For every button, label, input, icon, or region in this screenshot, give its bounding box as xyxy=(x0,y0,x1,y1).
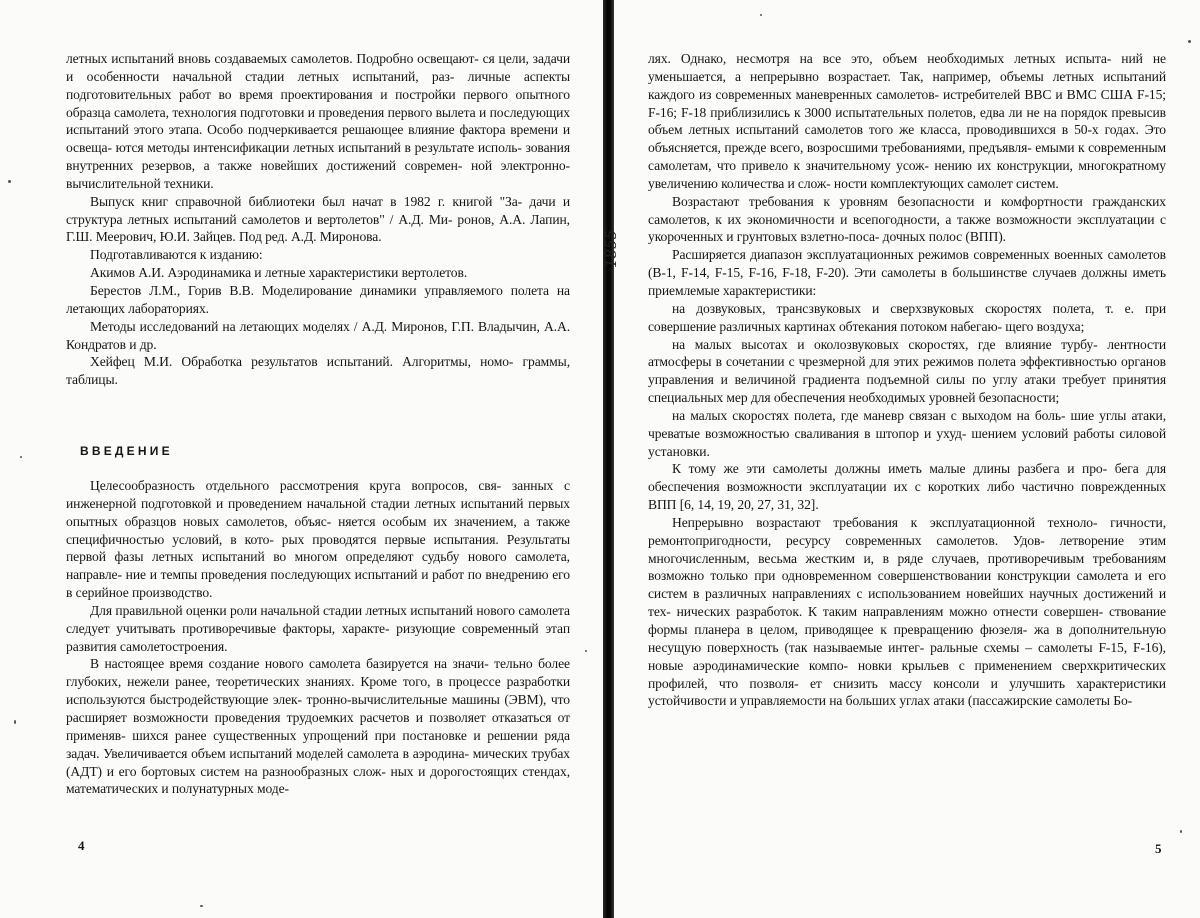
page-number-right: 5 xyxy=(1155,841,1162,856)
left-paragraph: Целесообразность отдельного рассмотрения круга вопросов, свя- занных с инженерной подготовкой и проведением начальной стадии летных испытаний первых опытных образцов новых самолетов, объяс- няется особым их значением, а также специфичностью условий, в кото- рых проводятся первые испытания. Результаты первой фазы летных испытаний во многом определяют судьбу нового самолета, направле- ние и темпы проведения последующих испытаний и работ по внедрению его в серийное производство. xyxy=(66,478,570,601)
right-page xyxy=(614,0,1200,918)
right-paragraph: лях. Однако, несмотря на все это, объем необходимых летных испыта- ний не уменьшается, а непрерывно возрастает. Так, например, объемы летных испытаний каждого из современных маневренных самолетов- истребителей ВВС и ВМС США F-15; F-16; F-18 приблизились к 3000 испытательных полетов, едва ли не на порядок превысив объем летных испытаний самолетов того же класса, проводившихся в 50-х годах. Это объясняется, прежде всего, возросшими требованиями, предъявля- емыми к современным самолетам, что привело к значительному усож- нению их конструкции, многократному увеличению количества и слож- ности комплектующих самолет систем. xyxy=(648,51,1166,191)
scan-speck xyxy=(8,180,11,183)
handwritten-margin-note: 1855 xyxy=(602,229,620,268)
scan-speck xyxy=(14,720,16,724)
scan-speck xyxy=(1180,830,1182,833)
scan-speck xyxy=(1188,40,1191,43)
left-paragraph: летных испытаний вновь создаваемых самолетов. Подробно освещают- ся цели, задачи и особенности начальной стадии летных испытаний, раз- личные аспекты подготовительных работ во время проектирования и постройки первого опытного образца самолета, технология подготовки и проведения первого вылета и последующих испытаний этого этапа. Особо подчеркивается решающее влияние фактора времени и освеща- ются методы интенсификации летных испытаний в результате исполь- зования внутренних резервов, а также новейших достижений современ- ной электронно-вычислительной техники. xyxy=(66,51,570,191)
section-heading: ВВЕДЕНИЕ xyxy=(80,444,173,458)
left-paragraph: Хейфец М.И. Обработка результатов испытаний. Алгоритмы, номо- граммы, таблицы. xyxy=(66,354,570,388)
right-paragraph: Возрастают требования к уровням безопасности и комфортности гражданских самолетов, к их экономичности и всепогодности, а также возможности эксплуатации с укороченных и грунтовых взлетно-поса- дочных полос (ВПП). xyxy=(648,193,1166,245)
scan-speck xyxy=(200,905,203,907)
left-paragraph: Акимов А.И. Аэродинамика и летные характеристики вертолетов. xyxy=(90,265,468,281)
left-paragraph: Выпуск книг справочной библиотеки был начат в 1982 г. книгой "За- дачи и структура летных испытаний самолетов и вертолетов" / А.Д. Ми- ронов, А.А. Лапин, Г.Ш. Меерович, Ю.И. Зайцев. Под ред. А.Д. Миронова. xyxy=(66,193,570,245)
right-paragraph: на малых высотах и околозвуковых скоростях, где влияние турбу- лентности атмосферы в сочетании с чрезмерной для этих режимов полета эффективностью органов управления и величиной градиента подъемной силы по углу атаки требует принятия специальных мер для обеспечения необходимых уровней безопасности; xyxy=(648,336,1166,406)
book-gutter xyxy=(603,0,614,918)
left-paragraph: В настоящее время создание нового самолета базируется на значи- тельно более глубоких, нежели ранее, теоретических знаниях. Кроме того, в процессе разработки используются быстродействующие элек- тронно-вычислительные машины (ЭВМ), что расширяет возможности проведения трудоемких расчетов и позволяет отказаться от применяв- шихся ранее существенных упрощений при постановке и решении ряда задач. Увеличивается объем испытаний моделей самолета в аэродина- мических трубах (АДТ) и его бортовых систем на разнообразных слож- ных и дорогостоящих стендах, математических и полунатурных моде- xyxy=(66,656,570,797)
left-top-text xyxy=(66,50,570,389)
page-number-left: 4 xyxy=(78,838,85,853)
left-paragraph: Подготавливаются к изданию: xyxy=(90,247,263,263)
scan-speck xyxy=(20,456,22,458)
left-paragraph: Берестов Л.М., Горив В.В. Моделирование динамики управляемого полета на летающих лабораториях. xyxy=(66,282,570,316)
right-text xyxy=(648,50,1166,710)
right-paragraph: К тому же эти самолеты должны иметь малые длины разбега и про- бега для обеспечения возможности эксплуатации их с коротких либо частично поврежденных ВПП [6, 14, 19, 20, 27, 31, 32]. xyxy=(648,461,1166,513)
left-paragraph: Методы исследований на летающих моделях / А.Д. Миронов, Г.П. Владычин, А.А. Кондратов и др. xyxy=(66,318,570,352)
left-bottom-text xyxy=(66,477,570,798)
scan-speck xyxy=(760,14,762,16)
right-paragraph: Непрерывно возрастают требования к эксплуатационной техноло- гичности, ремонтопригодности, ресурсу современных самолетов. Удов- летворение этим многочисленным, весьма жестким и, в ряде случаев, противоречивым требованиям возможно только при одновременном совершенствовании конструкции самолета и его систем в различных направлениях с использованием новейших научных достижений и тех- нических разработок. К таким направлениям можно отнести совершен- ствование формы планера в целом, приводящее к превращению фюзеля- жа в дополнительную несущую поверхность (так называемые интег- ральные схемы – самолеты F-15, F-16), новые аэродинамические компо- новки крыльев с применением сверхкритических профилей, что позволя- ет снизить массу консоли и улучшить характеристики устойчивости и управляемости на больших углах атаки (пассажирские самолеты Бо- xyxy=(648,514,1166,709)
left-paragraph: Для правильной оценки роли начальной стадии летных испытаний нового самолета следует учитывать противоречивые факторы, характе- ризующие современный этап развития самолетостроения. xyxy=(66,602,570,654)
scan-speck xyxy=(585,650,587,652)
right-paragraph: на малых скоростях полета, где маневр связан с выходом на боль- шие углы атаки, чреватые возможностью сваливания в штопор и ухуд- шением условий работы силовой установки. xyxy=(648,407,1166,459)
right-paragraph: Расширяется диапазон эксплуатационных режимов современных военных самолетов (В-1, F-14, F-15, F-16, F-18, F-20). Эти самолеты в большинстве случаев должны иметь приемлемые характеристики: xyxy=(648,247,1166,298)
right-paragraph: на дозвуковых, трансзвуковых и сверхзвуковых скоростях полета, т. е. при совершение различных картинах обтекания потоком набегаю- щего воздуха; xyxy=(648,300,1166,334)
